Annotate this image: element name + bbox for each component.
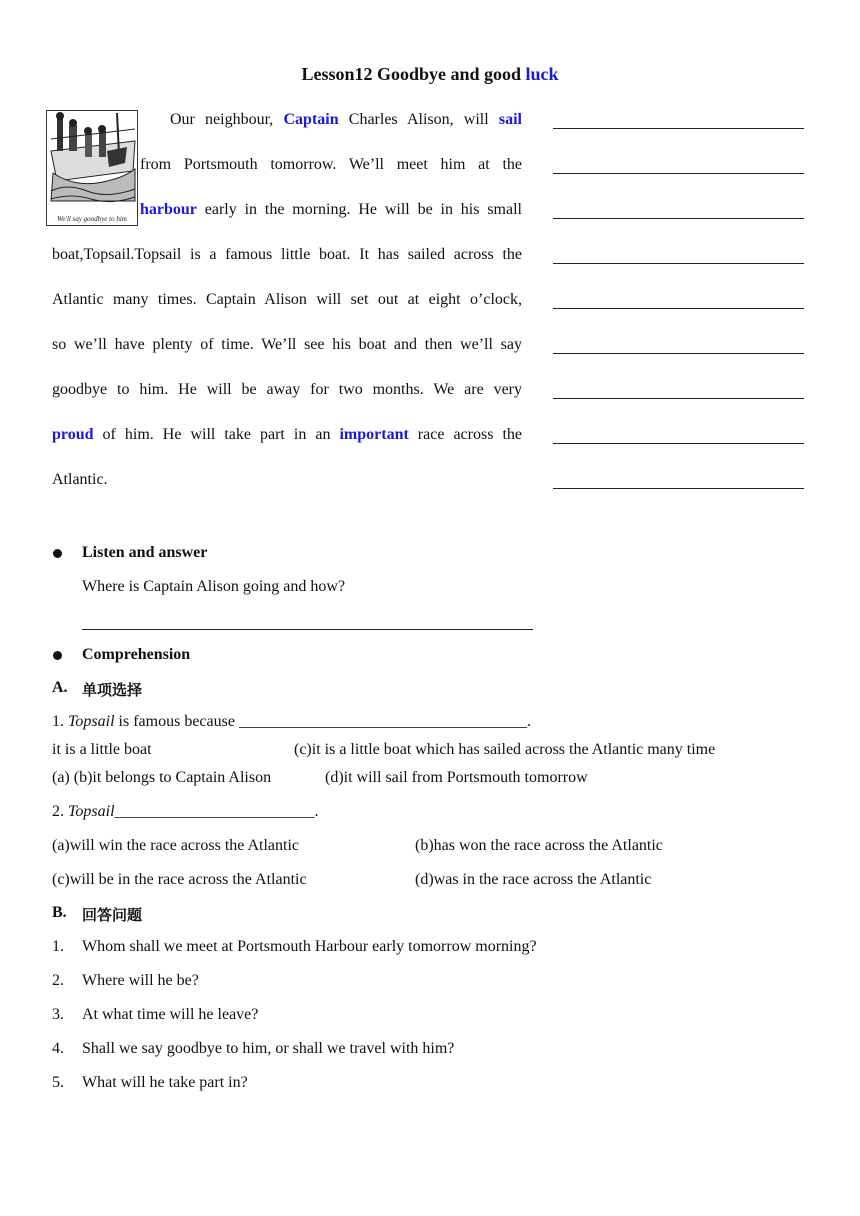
passage-line-6: so we’ll have plenty of time. We’ll see his boat and then we’ll say	[52, 336, 522, 353]
line1-a: Our neighbour,	[170, 111, 284, 128]
bullet-icon	[53, 651, 62, 660]
answer-line[interactable]	[553, 353, 804, 354]
answer-line[interactable]	[553, 218, 804, 219]
answer-line[interactable]	[553, 263, 804, 264]
b-q5-text: What will he take part in?	[82, 1074, 248, 1091]
b-q2-text: Where will he be?	[82, 972, 199, 989]
word-harbour: harbour	[140, 201, 197, 218]
passage-line-4: boat,Topsail.Topsail is a famous little boat. It has sailed across the	[52, 246, 522, 263]
line8-b: of him. He will take part in an	[93, 426, 340, 443]
title-main: Lesson12 Goodbye and good	[301, 64, 526, 84]
title-highlight: luck	[525, 64, 559, 84]
answer-line[interactable]	[553, 173, 804, 174]
b-q1-text: Whom shall we meet at Portsmouth Harbour early tomorrow morning?	[82, 938, 537, 955]
b-q4-text: Shall we say goodbye to him, or shall we travel with him?	[82, 1040, 455, 1057]
word-captain: Captain	[283, 111, 339, 128]
listen-question: Where is Captain Alison going and how?	[82, 578, 346, 595]
q1-italic: Topsail	[68, 713, 115, 730]
passage-line-8	[52, 423, 522, 447]
q2-option-a[interactable]: (a)will win the race across the Atlantic	[52, 837, 300, 854]
passage-line-7: goodbye to him. He will be away for two months. We are very	[52, 381, 522, 398]
word-proud: proud	[52, 426, 94, 443]
page-title	[0, 64, 860, 85]
b-q5-num: 5.	[52, 1074, 64, 1091]
q2-blank[interactable]: _________________________	[114, 803, 315, 820]
illustration-caption: We'll say goodbye to him	[57, 215, 127, 223]
b-q3-num: 3.	[52, 1006, 64, 1023]
q1-option-c[interactable]: (c)it is a little boat which has sailed across the Atlantic many time	[294, 741, 716, 758]
passage-line-1	[170, 108, 522, 132]
ship-sketch-icon	[47, 111, 137, 211]
comprehension-heading: Comprehension	[82, 646, 191, 663]
q1-num: 1.	[52, 713, 64, 730]
q1-option-b[interactable]: (a) (b)it belongs to Captain Alison	[52, 769, 272, 786]
ship-illustration	[46, 110, 138, 226]
q1-stem	[52, 713, 531, 731]
line8-c: race across the	[408, 426, 522, 443]
passage-line-9: Atlantic.	[52, 471, 108, 488]
word-sail: sail	[498, 111, 522, 128]
q1-option-a[interactable]: it is a little boat	[52, 741, 152, 758]
q1-blank[interactable]: ____________________________________	[238, 713, 527, 730]
q2-option-b[interactable]: (b)has won the race across the Atlantic	[415, 837, 663, 854]
q2-num: 2.	[52, 803, 64, 820]
answer-line[interactable]	[553, 128, 804, 129]
section-b-label: B.	[52, 904, 67, 921]
q1-option-d[interactable]: (d)it will sail from Portsmouth tomorrow	[325, 769, 588, 786]
passage-line-2: from Portsmouth tomorrow. We’ll meet him at the	[140, 156, 522, 173]
bullet-icon	[53, 549, 62, 558]
answer-line[interactable]	[553, 443, 804, 444]
passage-line-5: Atlantic many times. Captain Alison will set out at eight o’clock,	[52, 291, 522, 308]
b-q1-num: 1.	[52, 938, 64, 955]
q2-option-c[interactable]: (c)will be in the race across the Atlantic	[52, 871, 307, 888]
answer-line[interactable]	[553, 488, 804, 489]
listen-heading: Listen and answer	[82, 544, 208, 561]
section-a-label: A.	[52, 679, 68, 696]
q2-end: .	[314, 803, 319, 820]
b-q4-num: 4.	[52, 1040, 64, 1057]
line3-b: early in the morning. He will be in his small	[196, 201, 522, 218]
q1-text: is famous because	[114, 713, 239, 730]
b-q3-text: At what time will he leave?	[82, 1006, 259, 1023]
listen-answer-line[interactable]	[82, 629, 533, 630]
passage-line-3	[140, 198, 522, 222]
section-a-title: 单项选择	[82, 681, 143, 699]
q2-stem	[52, 803, 319, 821]
word-important: important	[339, 426, 409, 443]
answer-line[interactable]	[553, 308, 804, 309]
answer-line[interactable]	[553, 398, 804, 399]
b-q2-num: 2.	[52, 972, 64, 989]
q1-end: .	[526, 713, 531, 730]
q2-italic: Topsail	[68, 803, 115, 820]
line1-b: Charles Alison, will	[338, 111, 499, 128]
q2-option-d[interactable]: (d)was in the race across the Atlantic	[415, 871, 652, 888]
section-b-title: 回答问题	[82, 906, 143, 924]
